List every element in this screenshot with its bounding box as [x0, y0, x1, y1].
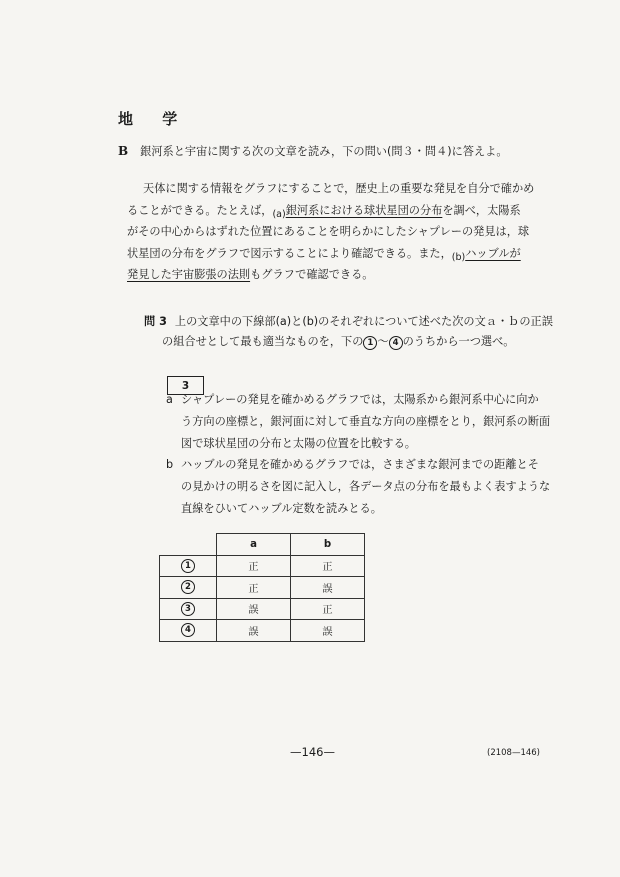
tilde: ～	[377, 335, 389, 348]
circled-number: 2	[181, 580, 195, 594]
underline-tag-b: (b)	[451, 251, 466, 263]
option-a-line: シャプレーの発見を確かめるグラフでは，太陽系から銀河系中心に向か	[181, 393, 539, 406]
option-a-line: 図で球状星団の分布と太陽の位置を比較する。	[181, 436, 416, 450]
underline-a: 銀河系における球状星団の分布	[285, 203, 443, 217]
passage-line-2	[127, 200, 523, 222]
table-row[interactable]	[160, 577, 365, 599]
cell-b: 誤	[291, 577, 365, 599]
question-line-1	[144, 311, 553, 333]
cell-b: 誤	[291, 620, 365, 642]
cell-a: 誤	[217, 598, 291, 620]
subject-heading: 地 学	[118, 110, 190, 128]
underline-tag-a: (a)	[272, 208, 286, 220]
table-header-row	[160, 534, 365, 556]
option-letter: a	[166, 393, 173, 406]
underline-b-cont: 発見した宇宙膨張の法則	[127, 268, 251, 282]
underline-b: ハッブルが	[465, 246, 521, 260]
document-code: (2108—146)	[487, 748, 540, 758]
answer-box[interactable]: 3	[167, 376, 204, 395]
row-number	[160, 555, 217, 577]
question-text-3: のうちから一つ選べ。	[402, 335, 515, 348]
passage	[127, 178, 535, 286]
option-letter: b	[166, 458, 174, 471]
page-number: —146—	[290, 745, 335, 759]
passage-text: 状星団の分布をグラフで図示することにより確認できる。また，	[127, 246, 452, 260]
passage-text: もグラフで確認できる。	[250, 268, 374, 282]
passage-text: を調べ，太陽系	[442, 203, 521, 217]
question-line-2	[162, 333, 514, 350]
question-text-2: の組合せとして最も適当なものを，下の	[162, 335, 364, 348]
cell-a: 誤	[217, 620, 291, 642]
circled-number: 1	[181, 559, 195, 573]
option-b-line: 直線をひいてハッブル定数を読みとる。	[181, 501, 382, 515]
row-number	[160, 620, 217, 642]
section-instruction-text: 銀河系と宇宙に関する次の文章を読み，下の問い(問３・問４)に答えよ。	[140, 145, 508, 158]
row-number	[160, 577, 217, 599]
section-mark: B	[118, 144, 129, 158]
cell-a: 正	[217, 555, 291, 577]
section-instruction	[118, 143, 508, 159]
circled-number: 1	[363, 336, 377, 350]
row-number	[160, 598, 217, 620]
cell-b: 正	[291, 555, 365, 577]
circled-number: 4	[389, 336, 403, 350]
cell-b: 正	[291, 598, 365, 620]
table-corner	[160, 534, 217, 556]
option-a-line: う方向の座標と，銀河面に対して垂直な方向の座標をとり，銀河系の断面	[181, 414, 551, 428]
table-row[interactable]	[160, 555, 365, 577]
table-row[interactable]	[160, 598, 365, 620]
option-a	[166, 389, 551, 454]
option-b-line: ハッブルの発見を確かめるグラフでは，さまざまな銀河までの距離とそ	[181, 458, 539, 471]
answer-table	[159, 533, 365, 642]
question-label: 問 3	[144, 315, 167, 328]
passage-line-4	[127, 243, 523, 265]
table-row[interactable]	[160, 620, 365, 642]
passage-line-5	[127, 264, 523, 286]
option-b	[166, 454, 551, 519]
table-header-b: b	[291, 534, 365, 556]
circled-number: 4	[181, 623, 195, 637]
question-text-1: 上の文章中の下線部(a)と(b)のそれぞれについて述べた次の文ａ・ｂの正誤	[174, 315, 553, 328]
option-b-line: の見かけの明るさを図に記入し，各データ点の分布を最もよく表すような	[181, 479, 551, 493]
circled-number: 3	[181, 602, 195, 616]
passage-text: ることができる。たとえば，	[127, 203, 273, 217]
cell-a: 正	[217, 577, 291, 599]
table-header-a: a	[217, 534, 291, 556]
passage-line-1: 天体に関する情報をグラフにすることで，歴史上の重要な発見を自分で確かめ	[143, 182, 535, 195]
passage-line-3: がその中心からはずれた位置にあることを明らかにしたシャプレーの発見は，球	[127, 225, 530, 239]
